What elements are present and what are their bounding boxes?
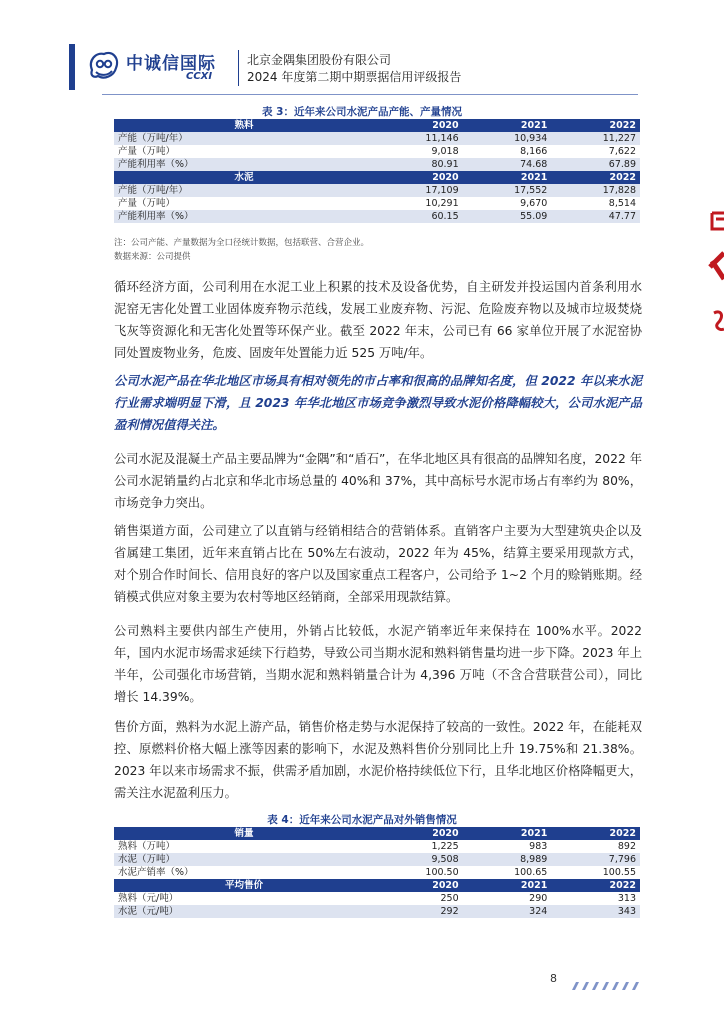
table-row: [114, 145, 640, 158]
cell-value: 290: [463, 892, 552, 905]
table-row: [114, 892, 640, 905]
year-header: 2022: [551, 827, 640, 840]
logo-chinese-text: 中诚信国际: [126, 54, 216, 74]
year-header: 2022: [551, 879, 640, 892]
row-label: 产能（万吨/年）: [114, 184, 374, 197]
paragraph-sales-channel: 销售渠道方面，公司建立了以直销与经销相结合的营销体系。直销客户主要为大型建筑央企以及省属建工集团，近年来直销占比在 50%左右波动，2022 年为 45%，结算主要采用现款方式，对个别合作时间长、信用良好的客户以及国家重点工程客户，公司给予 1~2 个月的赊销账期。经销模式供应对象主要为农村等地区经销商，全部采用现款结算。: [114, 524, 642, 604]
logo-mark-icon: [86, 48, 122, 82]
cell-value: 10,934: [463, 132, 552, 145]
table-row: [114, 197, 640, 210]
table-row: [114, 905, 640, 918]
table4-header-price: [114, 879, 640, 892]
header-company-name: 北京金隅集团股份有限公司: [247, 53, 392, 67]
cell-value: 9,508: [374, 853, 463, 866]
row-label: 熟料（万吨）: [114, 840, 374, 853]
table4-header-volume: [114, 827, 640, 840]
page-header: [0, 0, 724, 100]
table4: [114, 827, 640, 918]
table3-note: 注：公司产能、产量数据为全口径统计数据，包括联营、合营企业。: [114, 238, 370, 248]
paragraph-circular-economy: 循环经济方面，公司利用在水泥工业上积累的技术及设备优势，自主研发并投运国内首条利用水泥窑无害化处置工业固体废弃物示范线，发展工业废弃物、污泥、危险废弃物以及城市垃圾焚烧飞灰等资源化和无害化处置等环保产业。截至 2022 年末，公司已有 66 家单位开展了水泥窑协同处置废物业务，危废、固废年处置能力近 525 万吨/年。: [114, 280, 642, 360]
row-label: 产能利用率（%）: [114, 210, 374, 223]
table4-section-label: 平均售价: [114, 879, 374, 892]
cell-value: 17,552: [463, 184, 552, 197]
year-header: 2021: [463, 827, 552, 840]
cell-value: 343: [551, 905, 640, 918]
year-header: 2021: [463, 171, 552, 184]
row-label: 水泥产销率（%）: [114, 866, 374, 879]
cell-value: 100.50: [374, 866, 463, 879]
cell-value: 8,514: [551, 197, 640, 210]
cell-value: 983: [463, 840, 552, 853]
cell-value: 10,291: [374, 197, 463, 210]
row-label: 熟料（元/吨）: [114, 892, 374, 905]
table4-section-label: 销量: [114, 827, 374, 840]
year-header: 2021: [463, 119, 552, 132]
year-header: 2020: [374, 171, 463, 184]
cell-value: 47.77: [551, 210, 640, 223]
cell-value: 324: [463, 905, 552, 918]
cell-value: 892: [551, 840, 640, 853]
row-label: 水泥（万吨）: [114, 853, 374, 866]
header-separator: [238, 50, 239, 86]
table-row: [114, 853, 640, 866]
cell-value: 17,109: [374, 184, 463, 197]
cell-value: 7,796: [551, 853, 640, 866]
year-header: 2020: [374, 119, 463, 132]
table3-header-clinker: [114, 119, 640, 132]
cell-value: 100.55: [551, 866, 640, 879]
page-number: 8: [550, 972, 557, 985]
row-label: 水泥（元/吨）: [114, 905, 374, 918]
row-label: 产量（万吨）: [114, 145, 374, 158]
cell-value: 11,227: [551, 132, 640, 145]
header-rule: [102, 94, 638, 95]
cell-value: 80.91: [374, 158, 463, 171]
footer-stripes-icon: [570, 982, 642, 990]
header-report-name: 2024 年度第二期中期票据信用评级报告: [247, 70, 462, 84]
cell-value: 60.15: [374, 210, 463, 223]
cell-value: 250: [374, 892, 463, 905]
paragraph-sales-volume: 公司熟料主要供内部生产使用，外销占比较低，水泥产销率近年来保持在 100%水平。2022 年，国内水泥市场需求延续下行趋势，导致公司当期水泥和熟料销售量均进一步下降。2023 年上半年，公司强化市场营销，当期水泥和熟料销量合计为 4,396 万吨（不含合营联营公司），同比增长 14.39%。: [114, 624, 642, 704]
cell-value: 8,166: [463, 145, 552, 158]
logo-english-text: CCXI: [186, 71, 213, 82]
cell-value: 292: [374, 905, 463, 918]
header-accent-bar: [69, 44, 75, 90]
row-label: 产能利用率（%）: [114, 158, 374, 171]
year-header: 2022: [551, 119, 640, 132]
paragraph-brand: 公司水泥及混凝土产品主要品牌为“金隅”和“盾石”，在华北地区具有很高的品牌知名度，2022 年公司水泥销量约占北京和华北市场总量的 40%和 37%，其中高标号水泥市场占有率约为 80%，市场竞争力突出。: [114, 452, 642, 510]
table4-title: 表 4：近年来公司水泥产品对外销售情况: [267, 814, 457, 826]
year-header: 2021: [463, 879, 552, 892]
cell-value: 8,989: [463, 853, 552, 866]
side-decoration-icon: [704, 205, 724, 335]
cell-value: 1,225: [374, 840, 463, 853]
cell-value: 313: [551, 892, 640, 905]
cell-value: 100.65: [463, 866, 552, 879]
table3: [114, 119, 640, 223]
cell-value: 67.89: [551, 158, 640, 171]
cell-value: 74.68: [463, 158, 552, 171]
cell-value: 7,622: [551, 145, 640, 158]
table3-section-label: 水泥: [114, 171, 374, 184]
table3-source: 数据来源：公司提供: [114, 252, 191, 262]
table3-section-label: 熟料: [114, 119, 374, 132]
year-header: 2020: [374, 879, 463, 892]
row-label: 产量（万吨）: [114, 197, 374, 210]
table-row: [114, 158, 640, 171]
table3-header-cement: [114, 171, 640, 184]
paragraph-pricing: 售价方面，熟料为水泥上游产品，销售价格走势与水泥保持了较高的一致性。2022 年，在能耗双控、原燃料价格大幅上涨等因素的影响下，水泥及熟料售价分别同比上升 19.75%和 21.38%。2023 年以来市场需求不振，供需矛盾加剧，水泥价格持续低位下行，且华北地区价格降幅更大，需关注水泥盈利压力。: [114, 720, 642, 800]
cell-value: 9,018: [374, 145, 463, 158]
table-row: [114, 210, 640, 223]
year-header: 2020: [374, 827, 463, 840]
company-logo: [86, 46, 226, 88]
cell-value: 11,146: [374, 132, 463, 145]
table3-title: 表 3：近年来公司水泥产品产能、产量情况: [262, 106, 462, 118]
row-label: 产能（万吨/年）: [114, 132, 374, 145]
table-row: [114, 840, 640, 853]
cell-value: 9,670: [463, 197, 552, 210]
header-title-block: [247, 52, 461, 86]
table-row: [114, 132, 640, 145]
table3-notes: [114, 236, 369, 264]
table-row: [114, 184, 640, 197]
paragraph-highlight: 公司水泥产品在华北地区市场具有相对领先的市占率和很高的品牌知名度，但 2022 年以来水泥行业需求端明显下滑，且 2023 年华北地区市场竞争激烈导致水泥价格降幅较大，公司水泥产品盈利情况值得关注。: [114, 374, 642, 432]
table-row: [114, 866, 640, 879]
cell-value: 55.09: [463, 210, 552, 223]
year-header: 2022: [551, 171, 640, 184]
cell-value: 17,828: [551, 184, 640, 197]
